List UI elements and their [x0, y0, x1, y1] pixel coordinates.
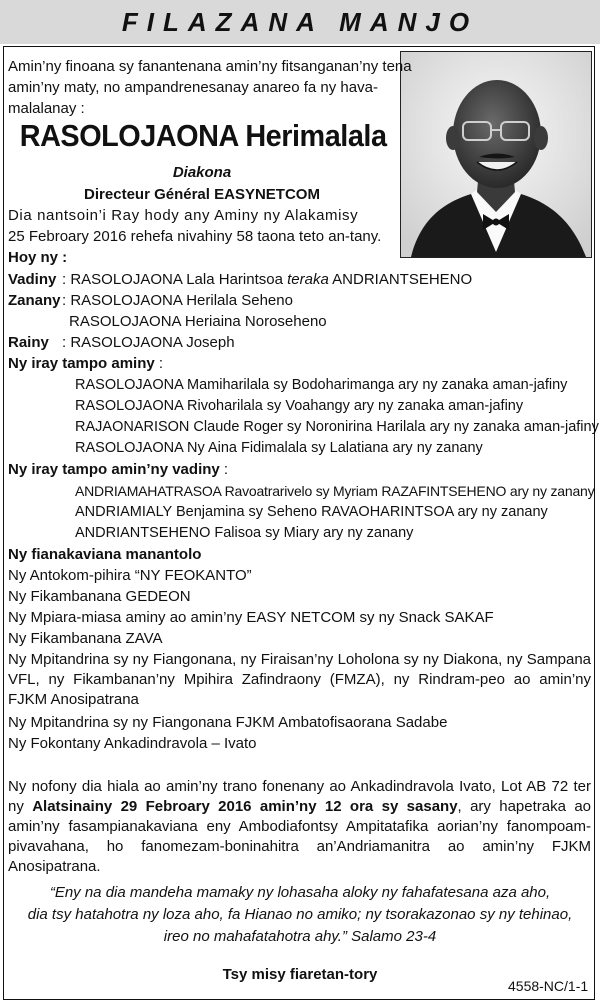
portrait-illustration — [401, 52, 591, 257]
tampo-vadiny-heading — [8, 460, 228, 480]
quote-line-3: ireo no mahafatahotra ahy.” Salamo 23-4 — [163, 928, 437, 945]
deceased-title-2: Directeur Général EASYNETCOM — [84, 186, 320, 203]
zanany-line-2: RASOLOJAONA Heriaina Noroseheno — [69, 313, 327, 330]
mpitandrina-paragraph: Ny Mpitandrina sy ny Fiangonana, ny Firaisan’ny Loholona sy ny Diakona, ny Sampana VFL, ny Fikambanan’ny Mpihira Zafindraony (FMZA), ny Rindram-peo ao amin’ny FJKM Anosipatrana — [8, 651, 591, 708]
hoy-ny-label: Hoy ny : — [8, 249, 68, 266]
zanany-label: Zanany — [8, 292, 61, 309]
vadiny-text-1: : RASOLOJAONA Lala Harintsoa — [62, 271, 283, 288]
tampo-vadiny-label: Ny iray tampo amin’ny vadiny — [8, 461, 220, 478]
vadiny-label: Vadiny — [8, 271, 57, 288]
fianakaviana-item-2: Ny Mpiara-miasa aminy ao amin’ny EASY NETCOM sy ny Snack SAKAF — [8, 609, 494, 626]
funeral-rest: , ary hapetraka ao amin’ny fasampianakaviana eny Ambodiafontsy Ampitatafika aorian’ny fanompoam-pivavahana, ho fanomezam-boninahitra an’Andriamanitra ao amin’ny FJKM Anosipatrana. — [8, 798, 592, 875]
tampo-colon: : — [154, 355, 164, 372]
tampo-vadiny-item-0: ANDRIAMAHATRASOA Ravoatrarivelo sy Myriam RAZAFINTSEHENO ary ny zanany — [75, 483, 595, 499]
deceased-name: RASOLOJAONA Herimalala — [19, 118, 387, 153]
funeral-date: Alatsinainy 29 Febroary 2016 amin’ny 12 ora sy sasany — [32, 798, 458, 815]
vadiny-teraka: teraka — [287, 271, 329, 288]
fianakaviana-item-1: Ny Fikambanana GEDEON — [8, 588, 191, 605]
funeral-line-1: Ny nofony dia hiala ao amin’ny trano fonenany ao Ankadindravola Ivato, Lot AB 72 ter ny — [8, 778, 591, 815]
fokontany-line: Ny Fokontany Ankadindravola – Ivato — [8, 735, 257, 752]
intro-line-2: amin’ny maty, no ampandrenesanay anareo fa ny hava- — [8, 79, 378, 96]
rainy-line: : RASOLOJAONA Joseph — [62, 334, 235, 351]
quote-line-2: dia tsy hatahotra ny loza aho, fa Hianao no amiko; ny tsorakazonao sy ny tehinao, — [27, 906, 573, 923]
intro-line-1: Amin’ny finoana sy fanantenana amin’ny fitsanganan’ny tena — [8, 58, 412, 75]
death-line-2: 25 Febroary 2016 rehefa nivahiny 58 taona teto an-tany. — [8, 228, 382, 245]
tampo-item-3: RASOLOJAONA Ny Aina Fidimalala sy Lalatiana ary ny zanany — [75, 440, 483, 456]
deceased-title-1: Diakona — [172, 164, 232, 181]
tampo-label: Ny iray tampo aminy — [8, 355, 155, 372]
portrait-photo — [400, 51, 592, 258]
header-band — [0, 0, 600, 44]
quote-line-1: “Eny na dia mandeha mamaky ny lohasaha aloky ny fahafatesana aza aho, — [49, 884, 551, 901]
notice-title: FILAZANA MANJO — [121, 6, 479, 37]
tampo-vadiny-item-2: ANDRIANTSEHENO Falisoa sy Miary ary ny zanany — [75, 525, 414, 541]
tampo-item-2: RAJAONARISON Claude Roger sy Noronirina Harilala ary ny zanaka aman-jafiny — [75, 419, 599, 435]
rainy-label: Rainy — [8, 334, 49, 351]
tampo-vadiny-item-1: ANDRIAMIALY Benjamina sy Seheno RAVAOHARINTSOA ary ny zanany — [75, 504, 548, 520]
funeral-paragraph — [8, 777, 591, 877]
intro-line-3: malalanay : — [8, 100, 85, 117]
zanany-line-1: : RASOLOJAONA Herilala Seheno — [62, 292, 293, 309]
fianakaviana-item-0: Ny Antokom-pihira “NY FEOKANTO” — [8, 567, 252, 584]
tampo-vadiny-colon: : — [219, 461, 229, 478]
vadiny-line — [62, 270, 472, 290]
tampo-item-1: RASOLOJAONA Rivoharilala sy Voahangy ary ny zanaka aman-jafiny — [75, 398, 524, 414]
tampo-item-0: RASOLOJAONA Mamiharilala sy Bodoharimanga ary ny zanaka aman-jafiny — [75, 377, 568, 393]
mpitandrina-line-2: Ny Mpitandrina sy ny Fiangonana FJKM Ambatofisaorana Sadabe — [8, 714, 448, 731]
vadiny-text-2: ANDRIANTSEHENO — [332, 271, 473, 288]
fianakaviana-label: Ny fianakaviana manantolo — [8, 546, 202, 563]
reference-code: 4558-NC/1-1 — [508, 978, 589, 994]
tampo-heading — [8, 354, 163, 374]
fianakaviana-item-3: Ny Fikambanana ZAVA — [8, 630, 163, 647]
footer-note: Tsy misy fiaretan-tory — [222, 966, 378, 983]
death-line-1: Dia nantsoin’i Ray hody any Aminy ny Alakamisy — [8, 207, 359, 224]
